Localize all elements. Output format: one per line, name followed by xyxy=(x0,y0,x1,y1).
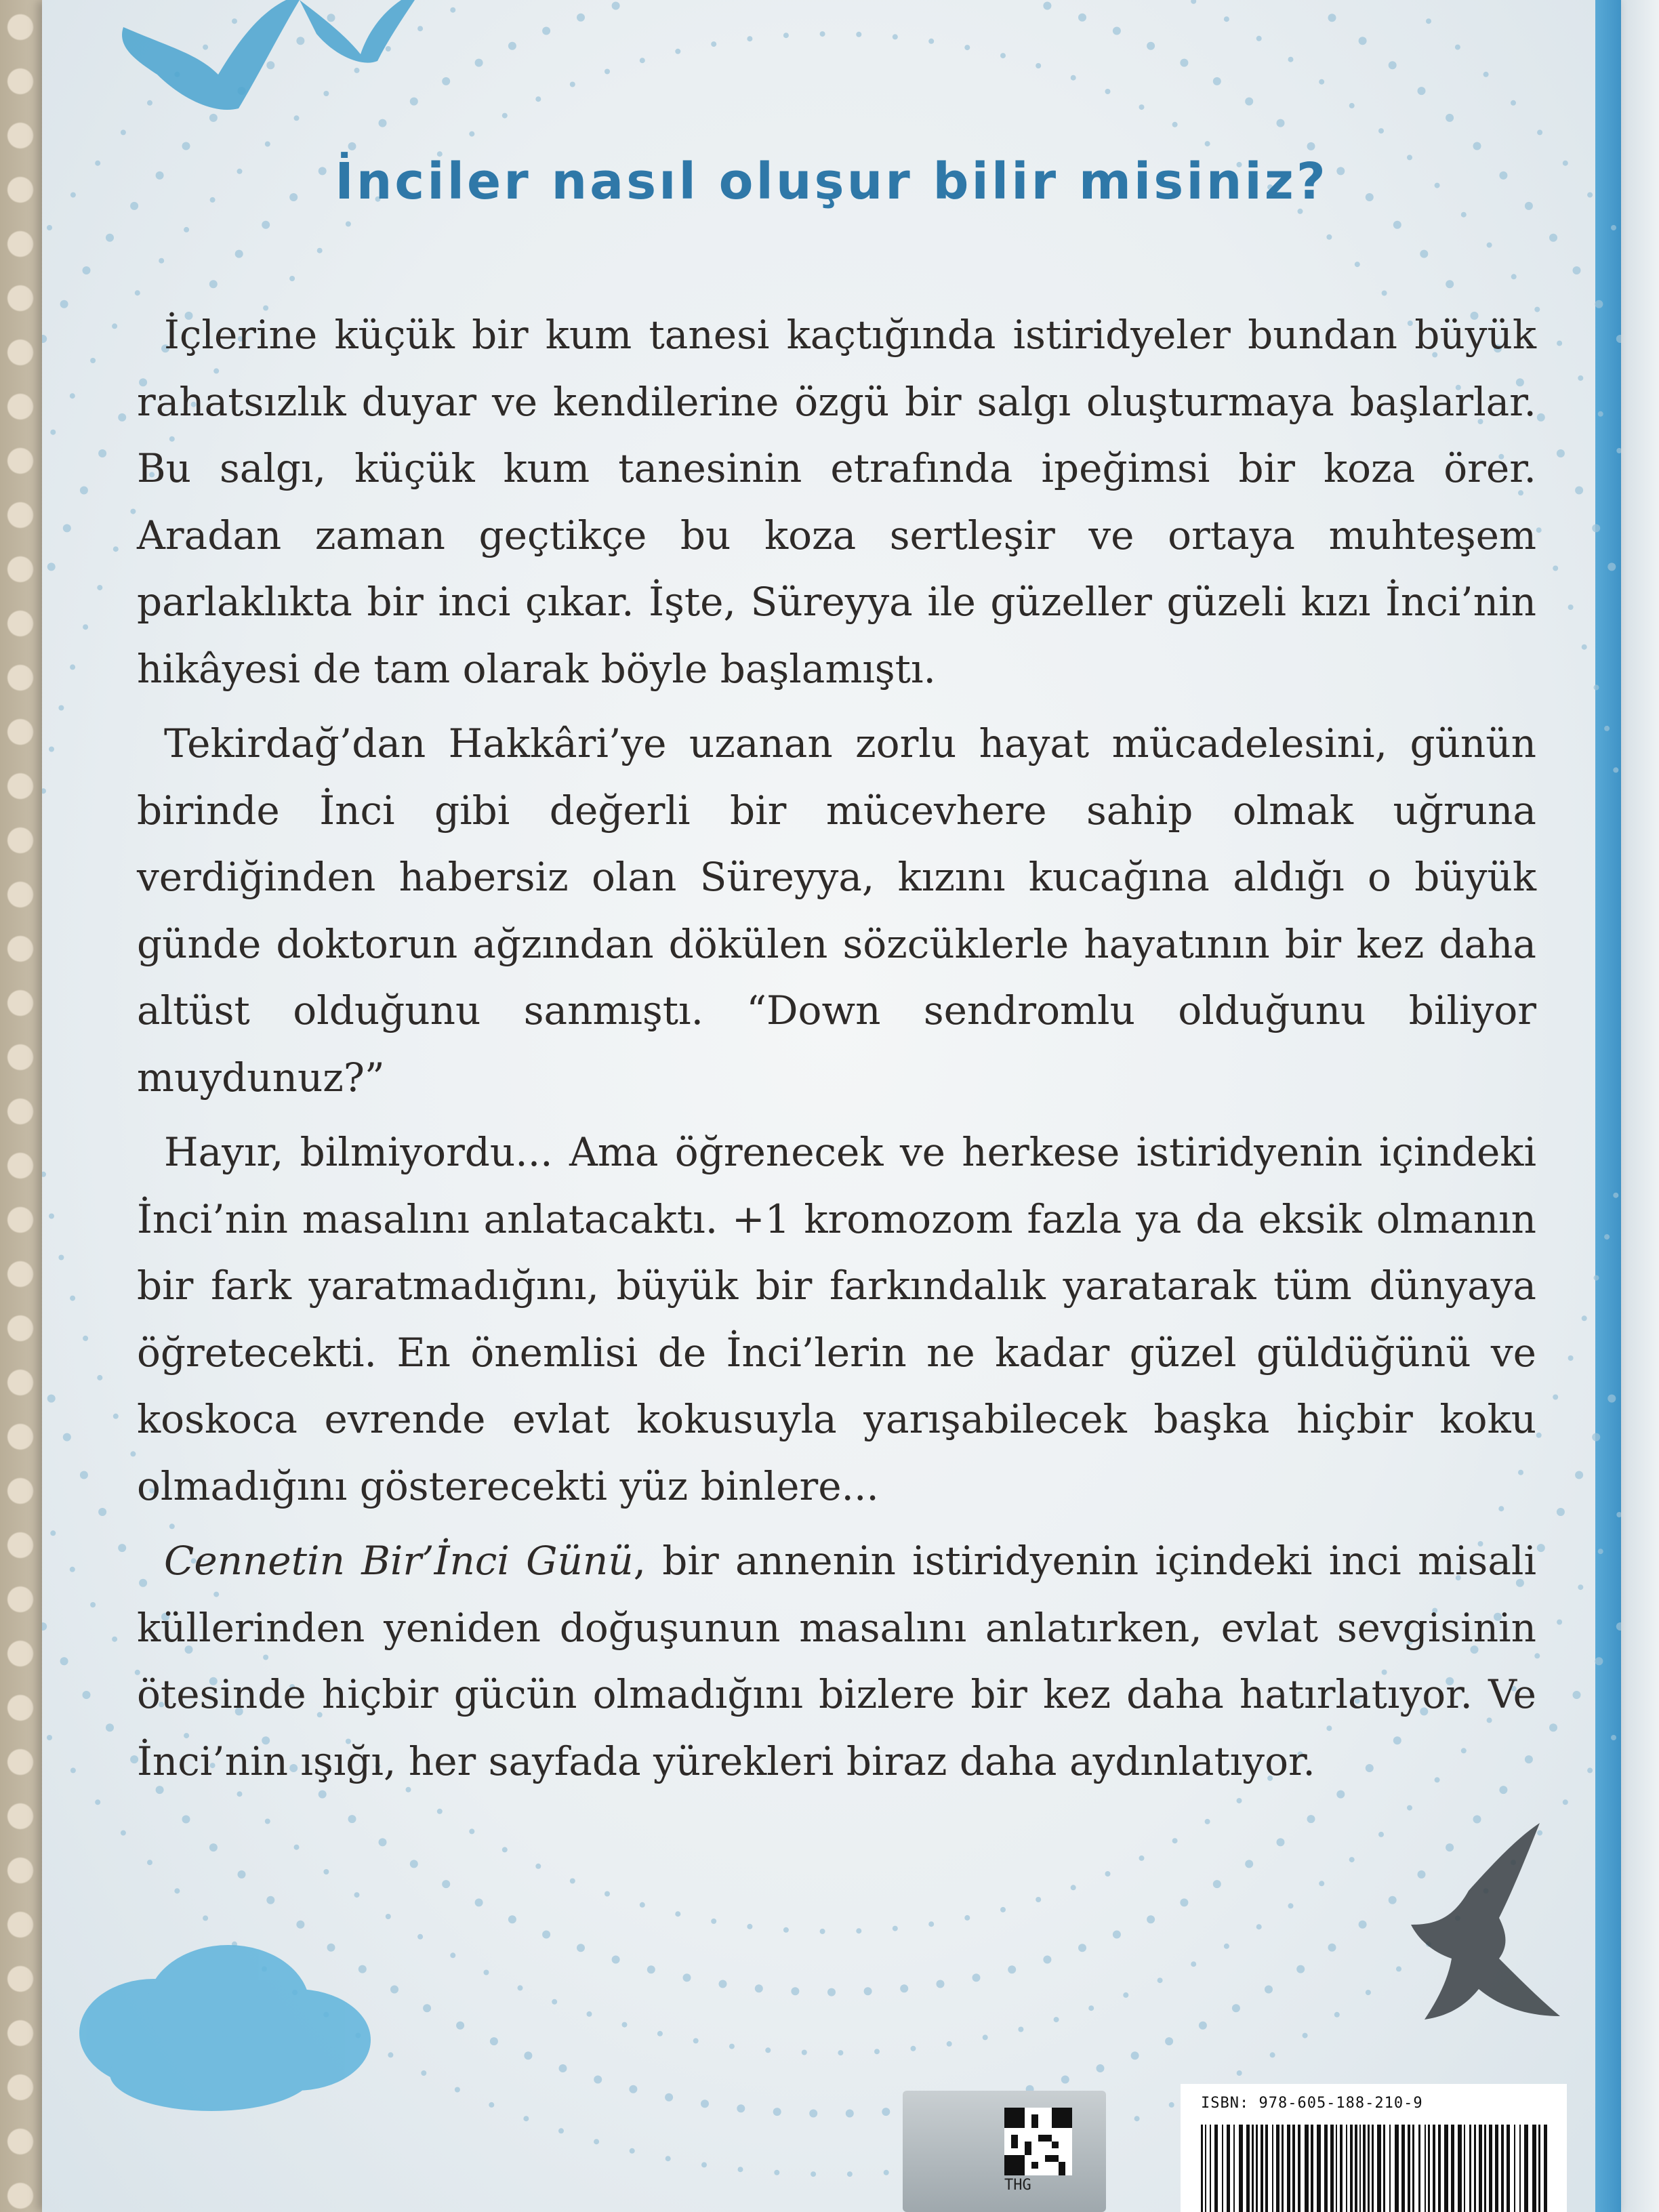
security-sticker xyxy=(903,2091,1106,2212)
isbn-barcode-box xyxy=(1181,2084,1567,2212)
cloud-icon xyxy=(79,1945,371,2111)
book-back-cover xyxy=(42,0,1621,2212)
paragraph-1: İçlerine küçük bir kum tanesi kaçtığında istiridyeler bundan büyük rahatsızlık duyar ve kendilerine özgü bir salgı oluşturmaya başlarlar. Bu salgı, küçük kum tanesinin etrafında ipeğimsi bir koza örer. Aradan zaman geçtikçe bu koza sertleşir ve ortaya muhteşem parlaklıkta bir inci çıkar. İşte, Süreyya ile güzeller güzeli kızı İnci’nin hikâyesi de tam olarak böyle başlamıştı. xyxy=(137,312,1536,692)
paragraph-4-rest: , bir annenin istiridyenin içindeki inci misali küllerinden yeniden doğuşunun masalını anlatırken, evlat sevgisinin ötesinde hiçbir gücün olmadığını bizlere bir kez daha hatırlatıyor. Ve İnci’nin ışığı, her sayfada yürekleri biraz daha aydınlatıyor. xyxy=(137,1538,1536,1784)
paragraph-2: Tekirdağ’dan Hakkâri’ye uzanan zorlu hayat mücadelesini, günün birinde İnci gibi değerli bir mücevhere sahip olmak uğruna verdiğinden habersiz olan Süreyya, kızını kucağına aldığı o büyük günde doktorun ağzından dökülen sözcüklerle hayatının bir kez daha altüst olduğunu sanmıştı. “Down sendromlu olduğunu biliyor muydunuz?” xyxy=(137,720,1536,1101)
qr-code-icon xyxy=(1004,2108,1072,2175)
paragraph-4 xyxy=(137,1528,1536,1795)
page-title: İnciler nasıl oluşur bilir misiniz? xyxy=(335,152,1328,211)
dark-bird-icon xyxy=(1411,1823,1560,2020)
bird-icon xyxy=(300,0,415,63)
barcode-icon xyxy=(1181,2084,1567,2212)
isbn-text: ISBN: 978-605-188-210-9 xyxy=(1201,2095,1423,2112)
sticker-label: THG xyxy=(1004,2177,1031,2194)
bird-icon xyxy=(122,0,300,110)
book-title: Cennetin Bir’İnci Günü xyxy=(164,1538,634,1584)
paragraph-3: Hayır, bilmiyordu... Ama öğrenecek ve herkese istiridyenin içindeki İnci’nin masalını anlatacaktı. +1 kromozom fazla ya da eksik olmanın bir fark yaratmadığını, büyük bir farkındalık yaratarak tüm dünyaya öğretecekti. En önemlisi de İnci’lerin ne kadar güzel güldüğünü ve koskoca evrende evlat kokusuyla yarışabilecek başka hiçbir koku olmadığını gösterecekti yüz binlere... xyxy=(137,1129,1536,1509)
blurb-text xyxy=(137,302,1536,1803)
